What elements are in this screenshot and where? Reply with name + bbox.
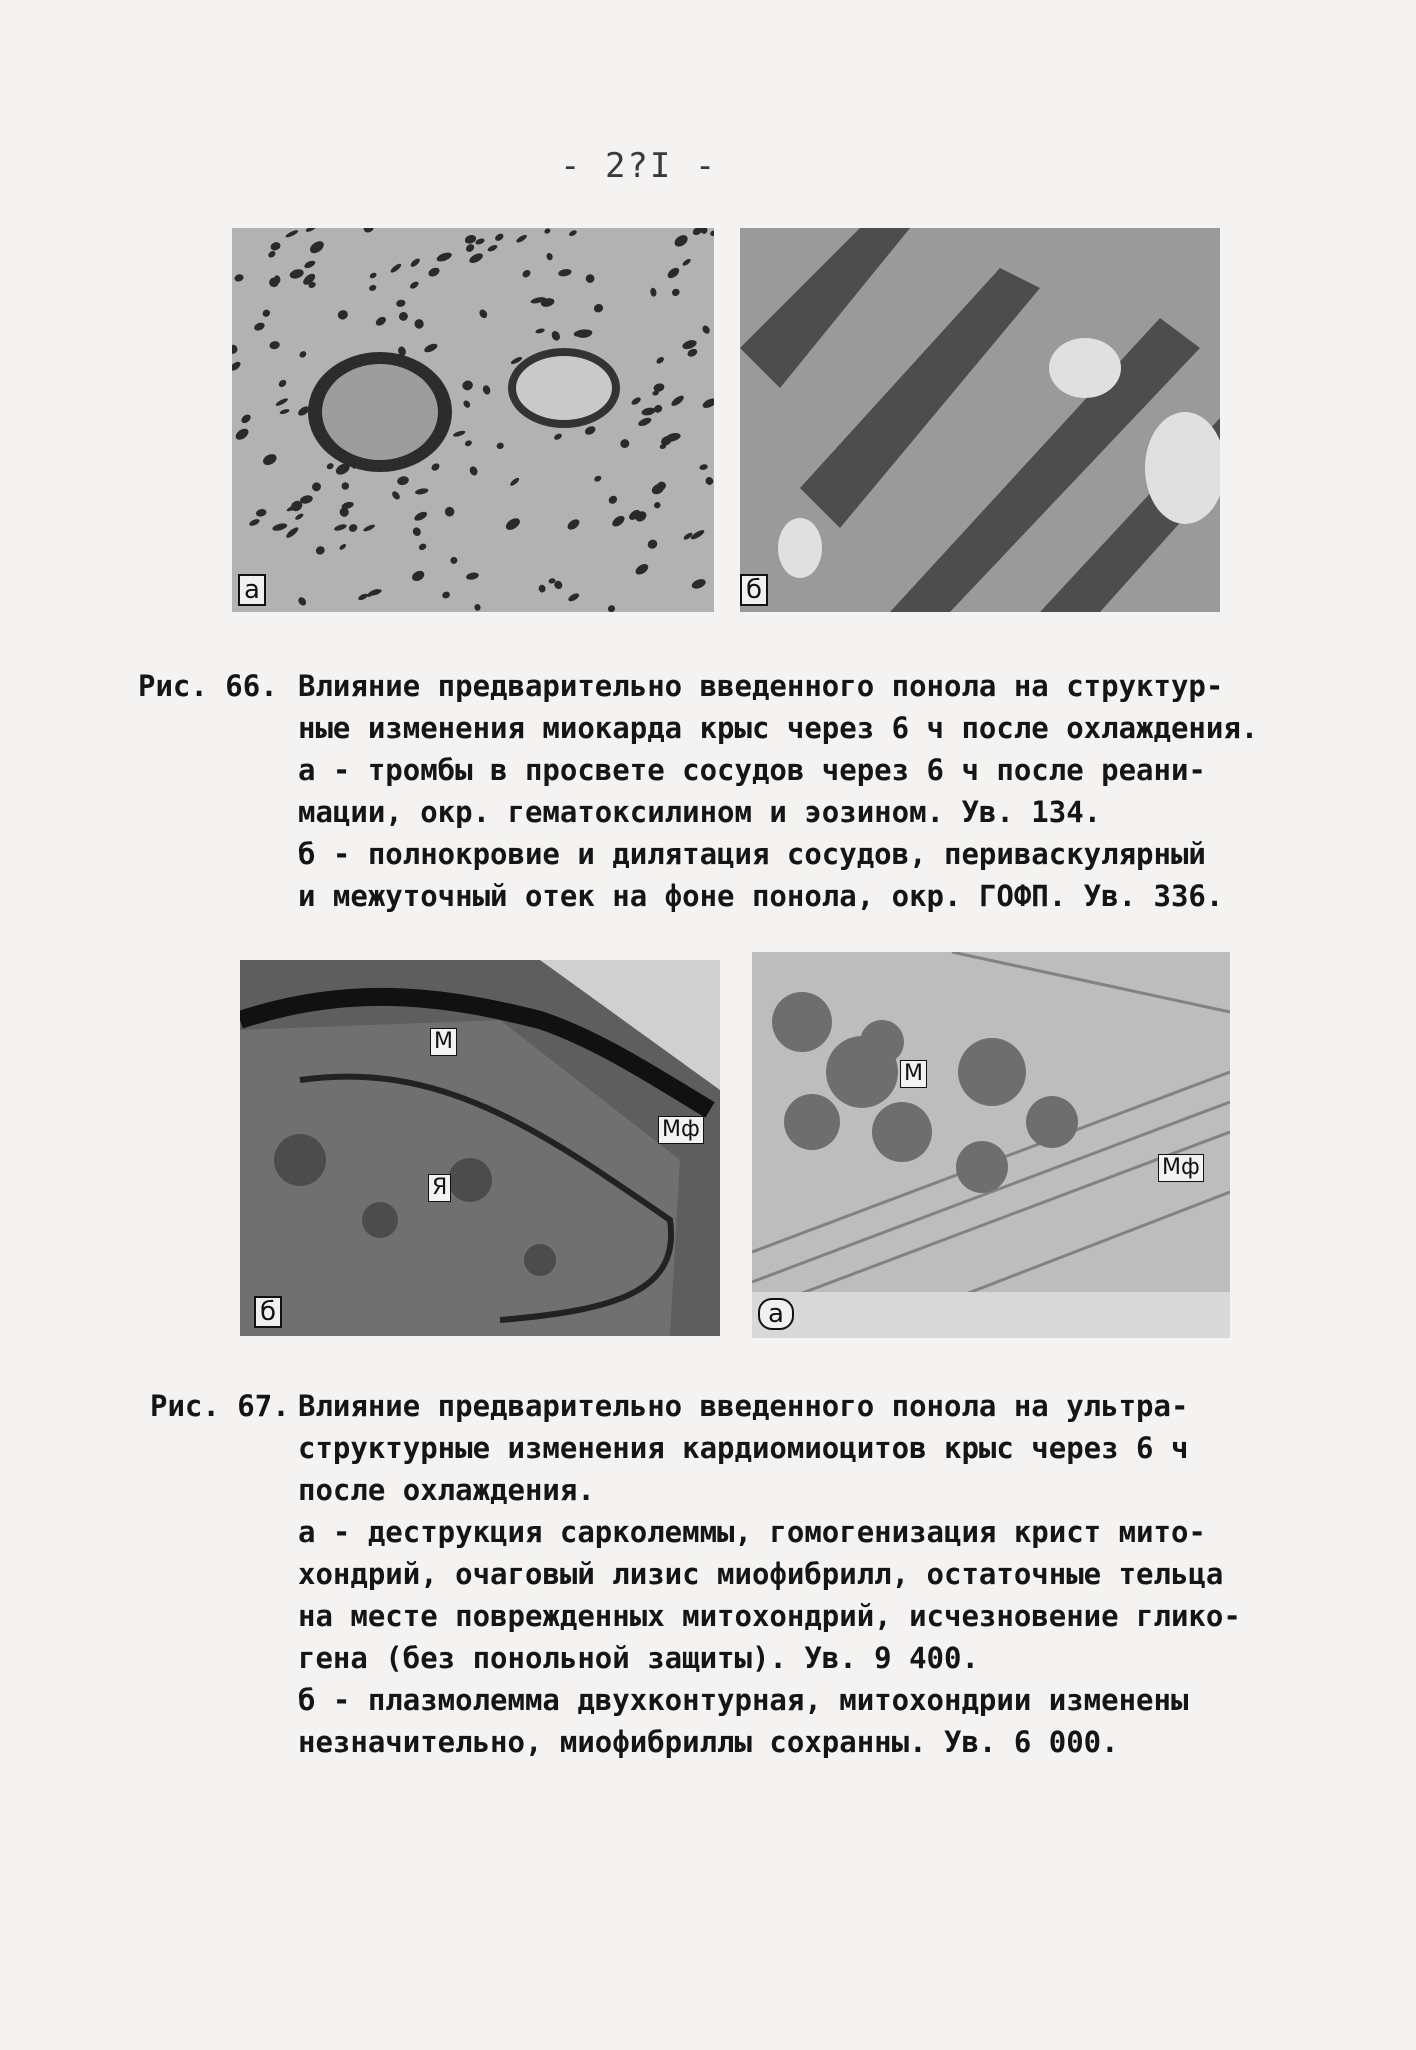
- figure67-caption-prefix: Рис. 67.: [150, 1389, 290, 1423]
- figure67-panel-b-label-Mf: Мф: [658, 1116, 704, 1144]
- figure67-caption-line: структурные изменения кардиомиоцитов крыс через 6 ч: [298, 1431, 1189, 1465]
- figure66-caption-line: а - тромбы в просвете сосудов через 6 ч после реани-: [298, 753, 1206, 787]
- figure67-caption-line: гена (без понольной защиты). Ув. 9 400.: [298, 1641, 979, 1675]
- figure67-panel-a-label-Mf: Мф: [1158, 1154, 1204, 1182]
- figure66-caption-line: ные изменения миокарда крыс через 6 ч после охлаждения.: [298, 711, 1259, 745]
- figure67-caption-line: Влияние предварительно введенного понола на ультра-: [298, 1389, 1189, 1423]
- figure67-caption-line: б - плазмолемма двухконтурная, митохондрии изменены: [298, 1683, 1189, 1717]
- figure66-caption-line: б - полнокровие и дилятация сосудов, периваскулярный: [298, 837, 1206, 871]
- page-number: - 2?I -: [560, 146, 718, 186]
- figure67-panel-b-label: б: [254, 1296, 282, 1328]
- figure66-panel-a-label: а: [238, 574, 266, 606]
- figure67-panel-a-label: а: [758, 1298, 794, 1330]
- figure67-caption-line: незначительно, миофибриллы сохранны. Ув. 6 000.: [298, 1725, 1119, 1759]
- figure67-panel-b-label-Ya: Я: [428, 1174, 451, 1202]
- figure67-panel-a-photo: [752, 952, 1230, 1338]
- figure67-caption-line: хондрий, очаговый лизис миофибрилл, остаточные тельца: [298, 1557, 1224, 1591]
- figure66-panel-b-photo: [740, 228, 1220, 612]
- figure66-caption-prefix: Рис. 66.: [138, 669, 278, 703]
- figure66-caption-line: Влияние предварительно введенного понола на структур-: [298, 669, 1224, 703]
- figure66-caption-line: мации, окр. гематоксилином и эозином. Ув. 134.: [298, 795, 1102, 829]
- figure67-caption-line: после охлаждения.: [298, 1473, 595, 1507]
- figure66-panel-a-photo: [232, 228, 714, 612]
- figure67-caption-line: а - деструкция сарколеммы, гомогенизация крист мито-: [298, 1515, 1206, 1549]
- figure66-panel-b-label: б: [740, 574, 768, 606]
- figure67-panel-b-photo: [240, 960, 720, 1336]
- figure67-caption-line: на месте поврежденных митохондрий, исчезновение гликo-: [298, 1599, 1241, 1633]
- figure67-panel-a-label-M: М: [900, 1060, 927, 1088]
- figure66-caption-line: и межуточный отек на фоне понола, окр. ГОФП. Ув. 336.: [298, 879, 1224, 913]
- figure67-panel-b-label-M: М: [430, 1028, 457, 1056]
